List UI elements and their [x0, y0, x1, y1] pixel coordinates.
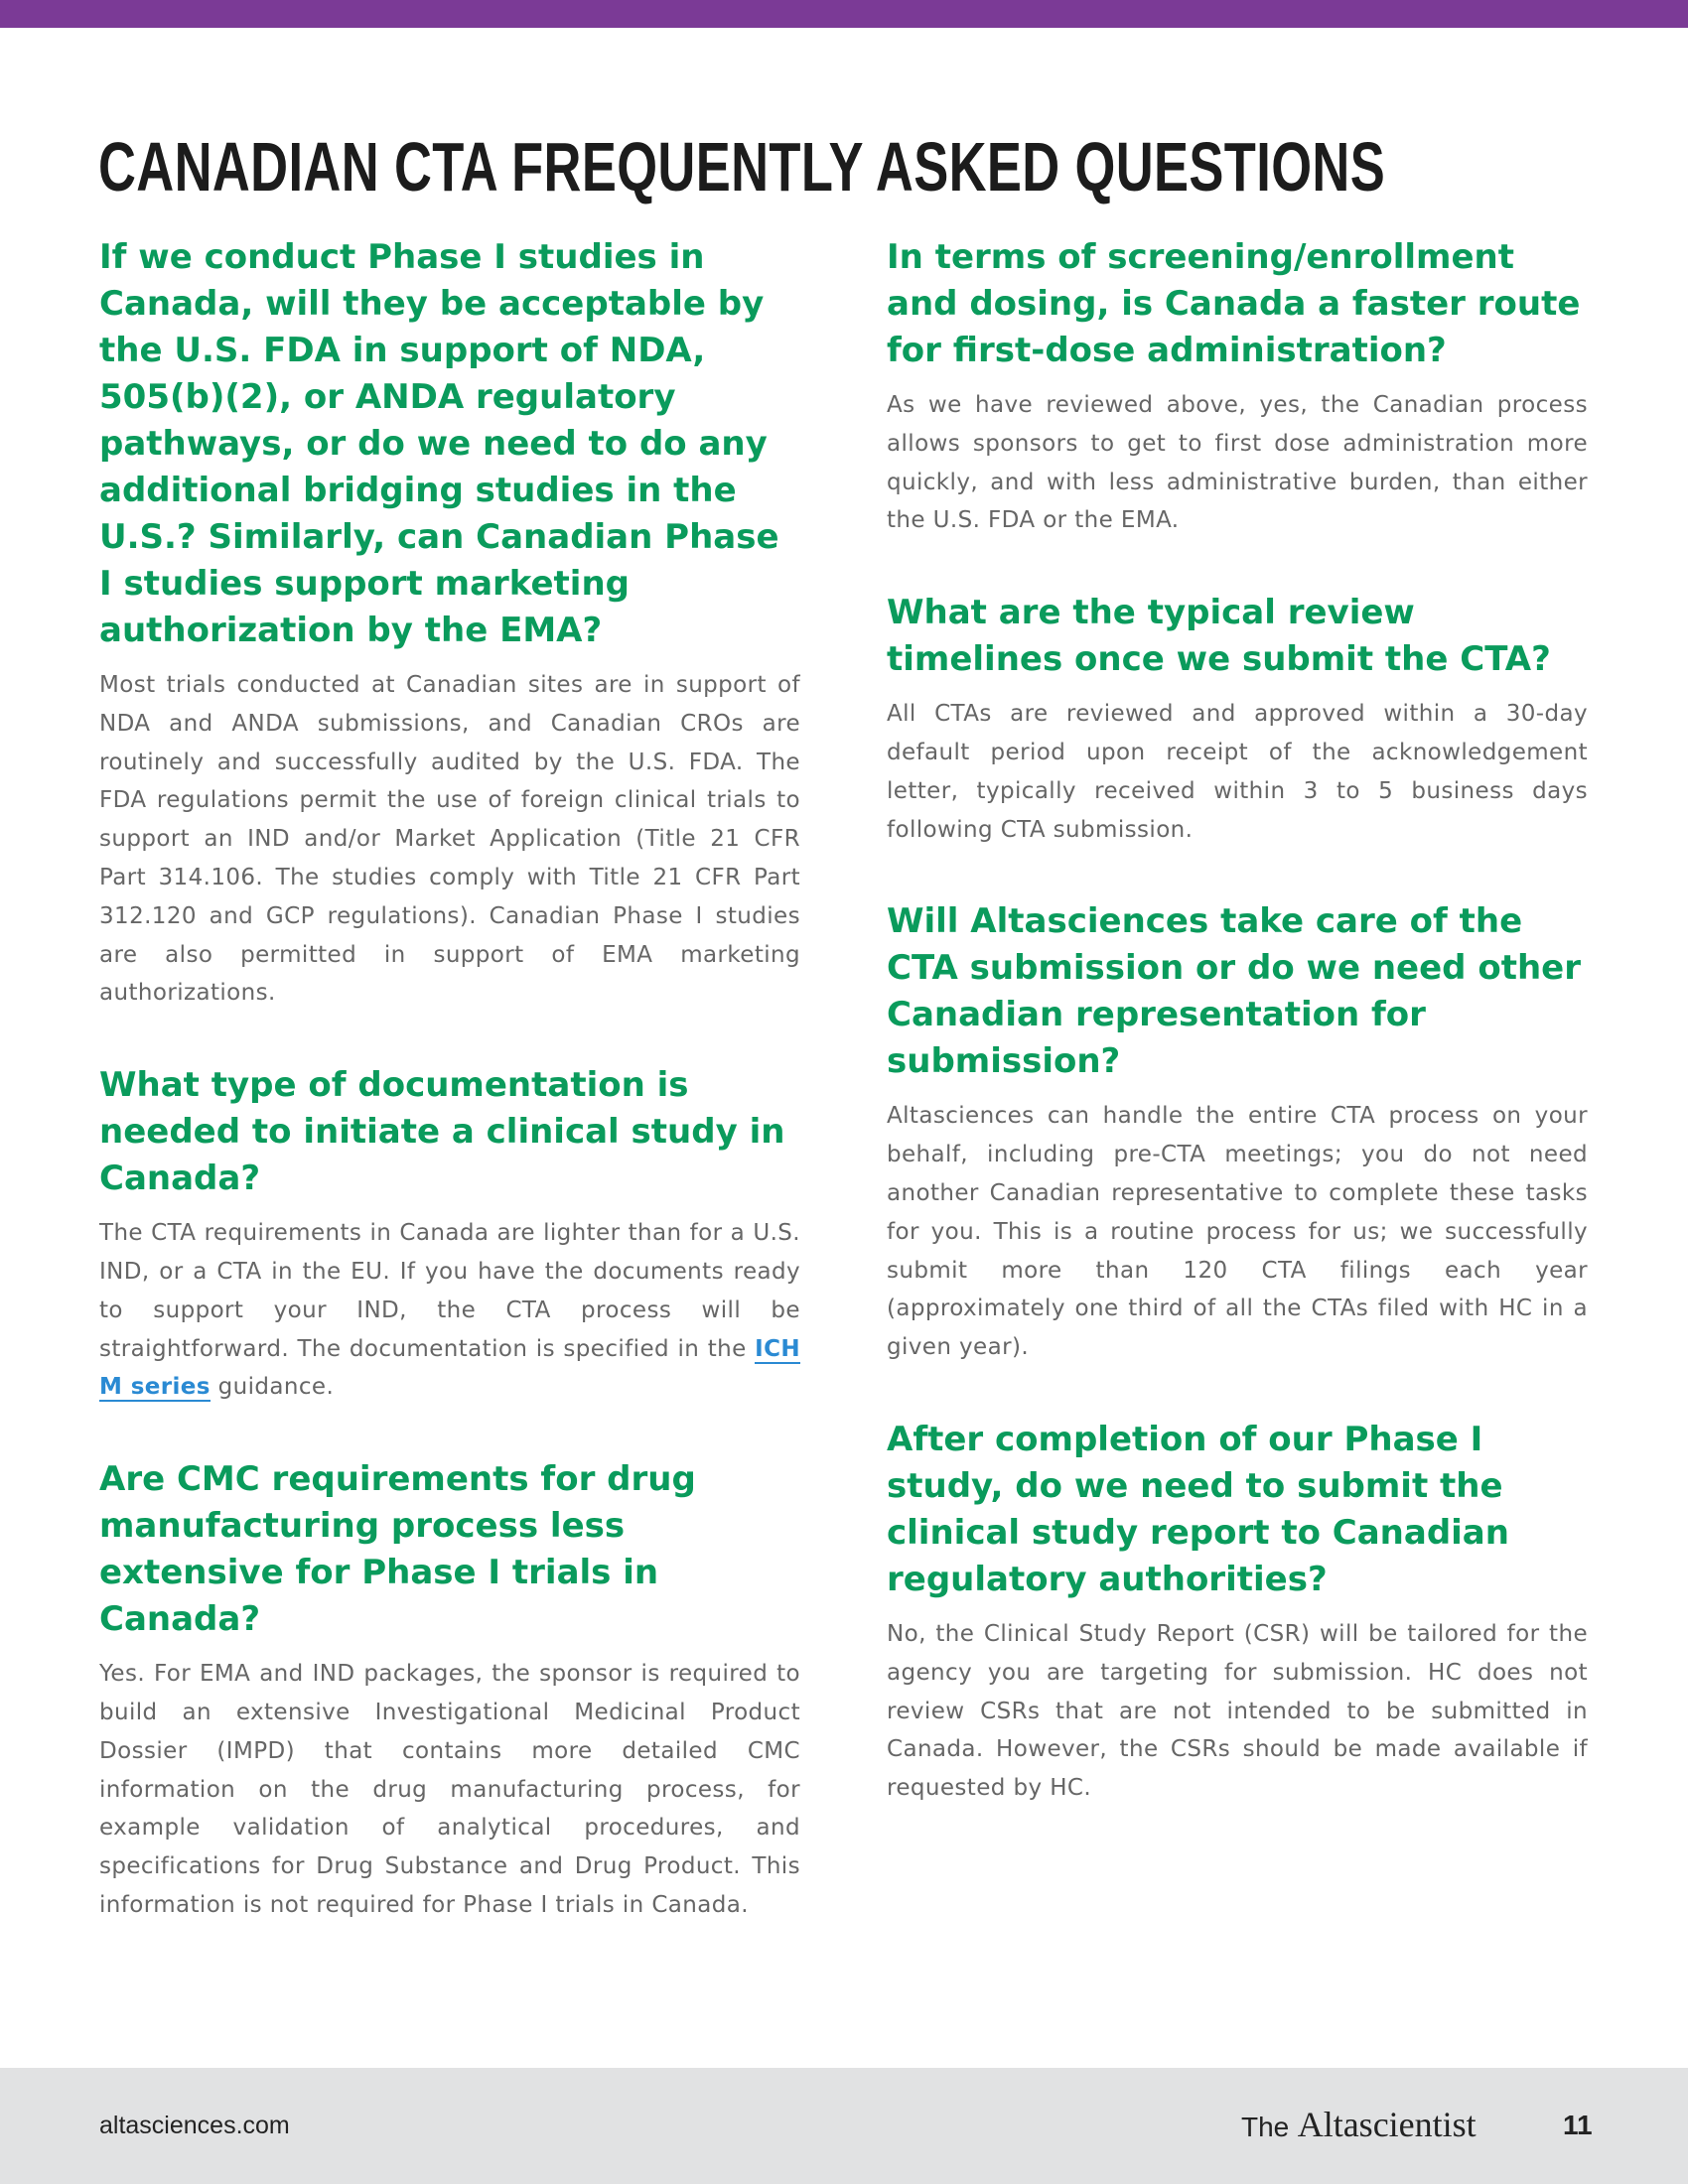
faq-item-review-timelines: [887, 590, 1588, 849]
faq-answer-text-end: guidance.: [210, 1374, 335, 1401]
faq-answer-text: The CTA requirements in Canada are lighter than for a U.S. IND, or a CTA in the EU. If you have the documents ready to support your IND, the CTA process will be straightforward. The documentation is specified in the: [99, 1220, 800, 1362]
faq-column-left: [99, 234, 800, 1975]
faq-answer: No, the Clinical Study Report (CSR) will be tailored for the agency you are targeting for submission. HC does not review CSRs that are not intended to be submitted in Canada. However, the CSRs should be made available if requested by HC.: [887, 1620, 1588, 1802]
faq-item-cta-submission: [887, 898, 1588, 1367]
faq-answer: [99, 1214, 800, 1407]
faq-question: If we conduct Phase I studies in Canada, will they be acceptable by the U.S. FDA in support of NDA, 505(b)(2), or ANDA regulatory pathways, or do we need to do any additional bridging studies in the U.S.? Similarly, can Canadian Phase I studies support marketing authorization by the EMA?: [99, 237, 779, 650]
faq-answer: As we have reviewed above, yes, the Canadian process allows sponsors to get to first dose administration more quickly, and with less administrative burden, than either the U.S. FDA or the EMA.: [887, 392, 1588, 534]
faq-question: After completion of our Phase I study, do we need to submit the clinical study report to Canadian regulatory authorities?: [887, 1419, 1509, 1599]
faq-item-phase1-fda-acceptance: [99, 234, 800, 1013]
faq-item-cmc-requirements: [99, 1456, 800, 1925]
faq-question: What type of documentation is needed to initiate a clinical study in Canada?: [99, 1065, 785, 1199]
faq-answer: Altasciences can handle the entire CTA process on your behalf, including pre-CTA meetings; you do not need another Canadian representative to complete these tasks for you. This is a routine process for us; we successfully submit more than 120 CTA filings each year (approximately one third of all the CTAs filed with HC in a given year).: [887, 1103, 1588, 1361]
faq-answer: All CTAs are reviewed and approved within a 30-day default period upon receipt of the acknowledgement letter, typically received within 3 to 5 business days following CTA submission.: [887, 701, 1588, 843]
brand-prefix: The: [1241, 2112, 1290, 2142]
faq-question: What are the typical review timelines once we submit the CTA?: [887, 593, 1551, 680]
page-title: CANADIAN CTA FREQUENTLY ASKED QUESTIONS: [98, 128, 1386, 205]
top-accent-bar: [0, 0, 1688, 28]
faq-answer: Yes. For EMA and IND packages, the sponsor is required to build an extensive Investigational Medicinal Product Dossier (IMPD) that contains more detailed CMC information on the drug manufacturing process, for example validation of analytical procedures, and specifications for Drug Substance and Drug Product. This information is not required for Phase I trials in Canada.: [99, 1661, 800, 1918]
ich-m-series-link[interactable]: ICH M series: [99, 1335, 800, 1401]
faq-answer: Most trials conducted at Canadian sites are in support of NDA and ANDA submissions, and Canadian CROs are routinely and successfully audited by the U.S. FDA. The FDA regulations permit the use of foreign clinical trials to support an IND and/or Market Application (Title 21 CFR Part 314.106. The studies comply with Title 21 CFR Part 312.120 and GCP regulations). Canadian Phase I studies are also permitted in support of EMA marketing authorizations.: [99, 672, 800, 1007]
faq-question: In terms of screening/enrollment and dosing, is Canada a faster route for first-dose administration?: [887, 237, 1581, 370]
page-footer: [0, 2068, 1688, 2184]
faq-question: Are CMC requirements for drug manufacturing process less extensive for Phase I trials in Canada?: [99, 1459, 696, 1640]
faq-column-right: [887, 234, 1588, 1857]
brand-name: Altascientist: [1297, 2105, 1477, 2144]
footer-website-link[interactable]: altasciences.com: [99, 2112, 290, 2139]
publication-logo: [1241, 2104, 1477, 2145]
page-number: 11: [1563, 2110, 1593, 2140]
faq-item-faster-route: [887, 234, 1588, 540]
faq-question: Will Altasciences take care of the CTA submission or do we need other Canadian representation for submission?: [887, 901, 1581, 1082]
faq-item-clinical-study-report: [887, 1417, 1588, 1808]
faq-item-documentation: [99, 1062, 800, 1407]
